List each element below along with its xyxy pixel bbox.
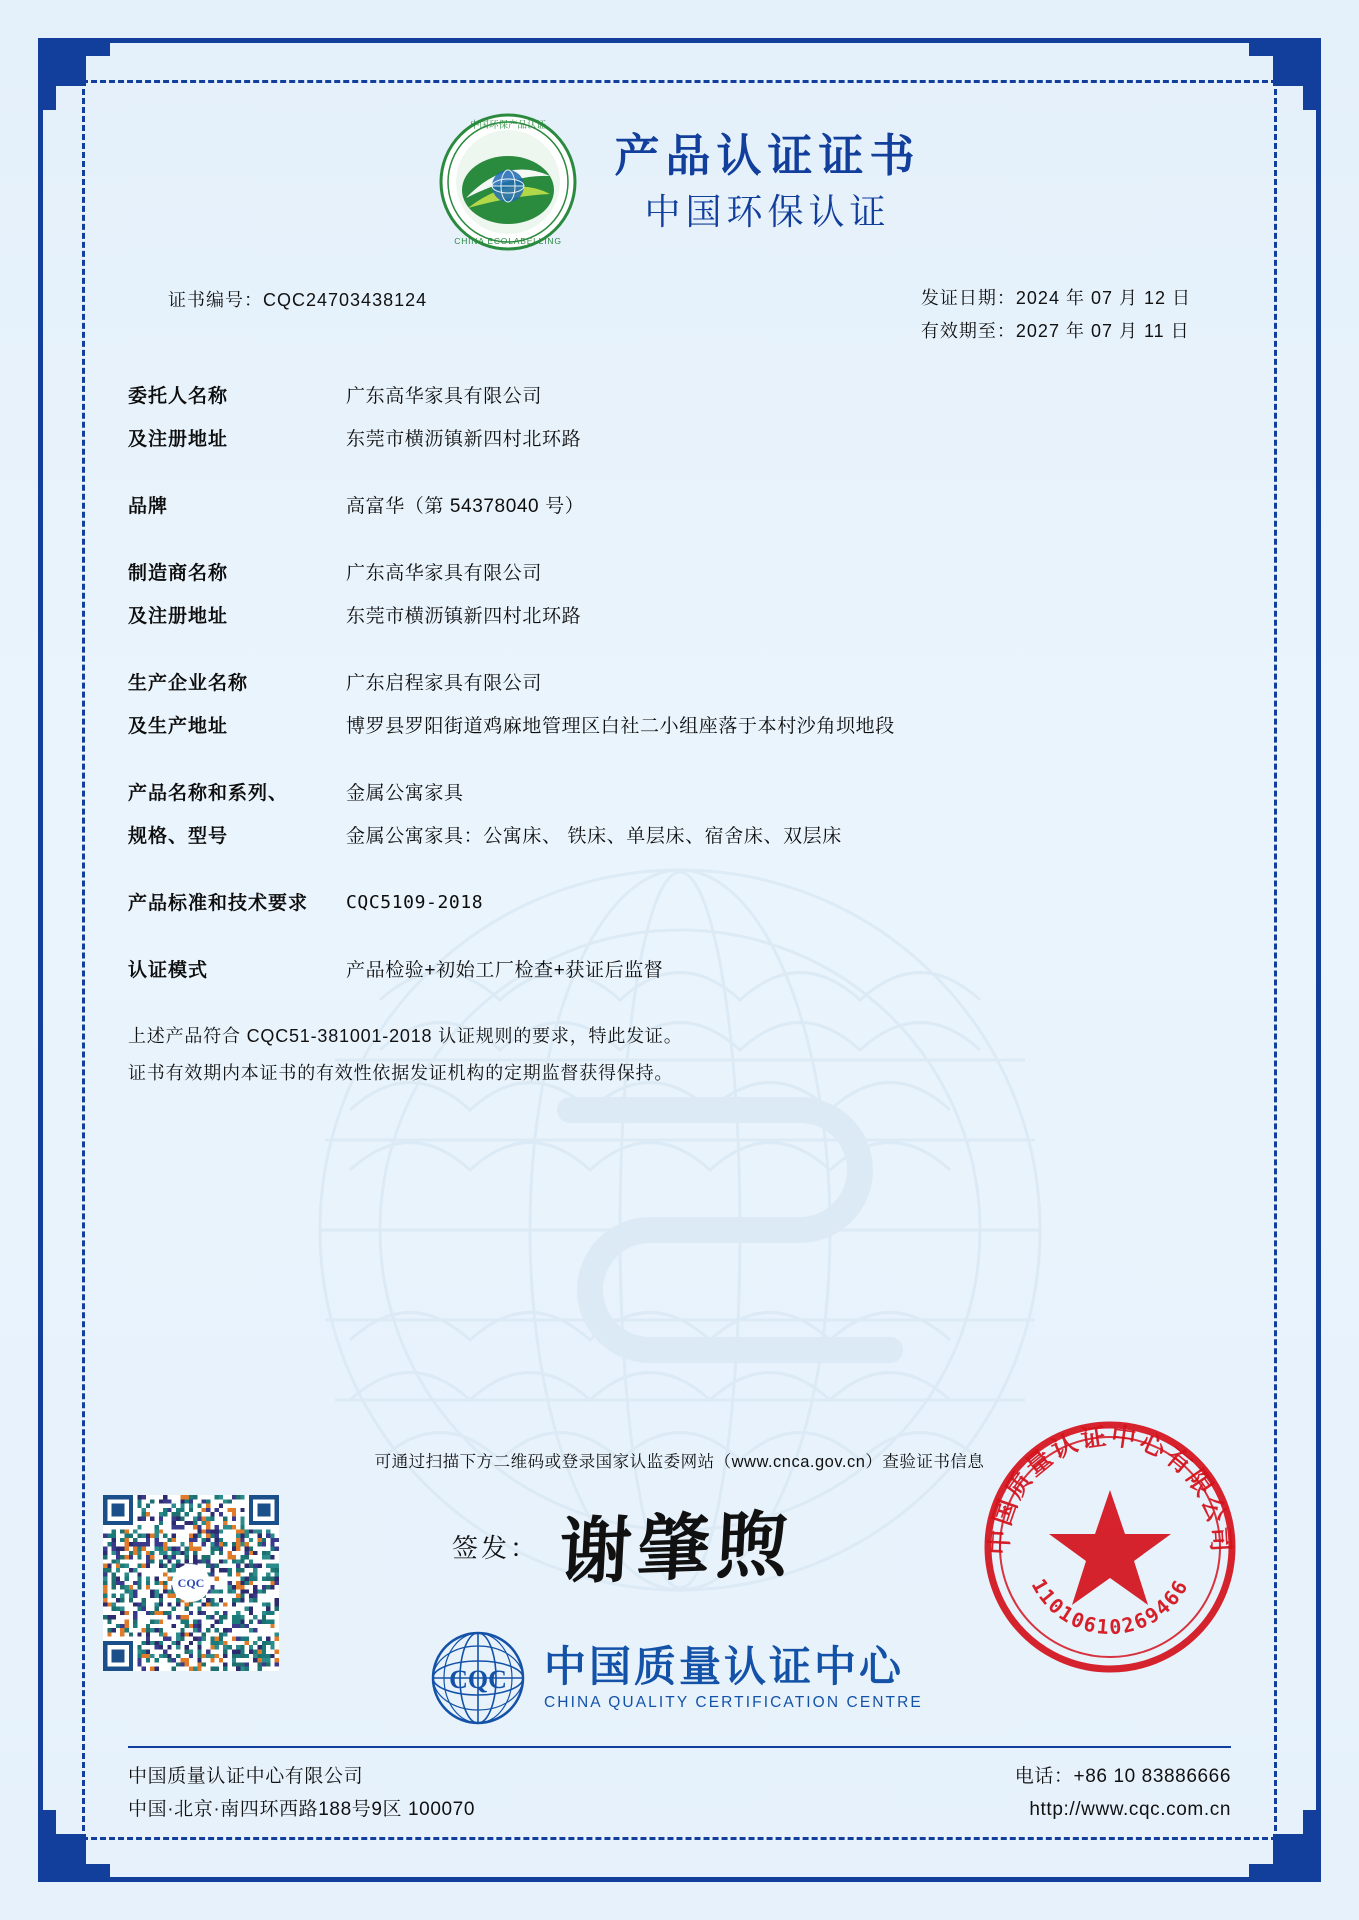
field-row-client-address — [128, 421, 1231, 458]
footer-address: 中国·北京·南四环西路188号9区 100070 — [128, 1799, 476, 1821]
certificate-number-label: 证书编号： — [168, 290, 263, 310]
cqc-name-en: CHINA QUALITY CERTIFICATION CENTRE — [544, 1694, 923, 1712]
field-label: 及注册地址 — [128, 606, 229, 628]
seal-top-text: 中国质量认证中心有限公司 — [985, 1422, 1235, 1556]
statement-line-2: 证书有效期内本证书的有效性依据发证机构的定期监督获得保持。 — [128, 1062, 674, 1083]
field-label: 及注册地址 — [128, 429, 229, 451]
page-subtitle: 中国环保认证 — [644, 190, 891, 232]
valid-until-row — [921, 315, 1191, 348]
valid-until-value: 2027 年 07 月 11 日 — [1015, 321, 1190, 342]
field-row-standard — [128, 885, 1231, 922]
field-row-manufacturer-address — [128, 598, 1231, 635]
field-value: 高富华（第 54378040 号） — [346, 496, 585, 518]
cqc-globe-icon — [430, 1630, 526, 1726]
verification-note: 可通过扫描下方二维码或登录国家认监委网站（www.cnca.gov.cn）查验证书信息 — [374, 1453, 985, 1471]
field-label: 委托人名称 — [128, 386, 229, 407]
footer-phone: 电话：+86 10 83886666 — [1014, 1766, 1231, 1787]
certificate-footer — [128, 1760, 1231, 1827]
field-label: 品牌 — [128, 496, 169, 518]
field-row-factory-address — [128, 708, 1231, 745]
field-label: 及生产地址 — [128, 716, 229, 738]
field-label: 生产企业名称 — [128, 673, 249, 695]
field-row-product-name — [128, 775, 1231, 812]
field-value: 广东启程家具有限公司 — [346, 673, 543, 695]
issue-date-row — [921, 282, 1191, 315]
seal-bottom-text: 11010610269466 — [1026, 1574, 1194, 1640]
corner-square-bottom-right — [1273, 1834, 1307, 1868]
badge-top-text: 中国环保产品认证 — [470, 120, 547, 131]
cqc-name-cn: 中国质量认证中心 — [544, 1642, 905, 1690]
footer-website[interactable]: http://www.cqc.com.cn — [1029, 1799, 1231, 1821]
field-value: 东莞市横沥镇新四村北环路 — [346, 429, 582, 451]
field-label: 制造商名称 — [128, 563, 229, 585]
page-title: 产品认证证书 — [614, 129, 921, 181]
corner-square-top-right — [1273, 52, 1307, 86]
field-row-factory-name — [128, 665, 1231, 702]
certificate-header — [0, 112, 1359, 252]
china-ecolabelling-badge-icon — [438, 112, 578, 252]
certificate-number — [168, 286, 427, 312]
field-value: 东莞市横沥镇新四村北环路 — [346, 606, 582, 628]
field-row-client-name — [128, 378, 1231, 415]
cqc-logo-text — [544, 1644, 923, 1712]
field-value: 博罗县罗阳街道鸡麻地管理区白社二小组座落于本村沙角坝地段 — [346, 716, 895, 738]
svg-text:11010610269466 — [1027, 1575, 1194, 1640]
certificate-fields — [128, 378, 1231, 996]
field-value: 广东高华家具有限公司 — [346, 563, 543, 585]
issue-date-value: 2024 年 07 月 12 日 — [1015, 288, 1191, 308]
field-row-certification-mode — [128, 952, 1231, 989]
field-value: 广东高华家具有限公司 — [346, 386, 543, 407]
valid-until-label: 有效期至： — [920, 321, 1016, 342]
statement-line-1: 上述产品符合 CQC51-381001-2018 认证规则的要求，特此发证。 — [128, 1026, 683, 1046]
field-value: 产品检验+初始工厂检查+获证后监督 — [346, 960, 664, 982]
signature-label: 签发： — [452, 1533, 540, 1563]
field-row-brand — [128, 488, 1231, 525]
title-block — [604, 128, 920, 237]
footer-left — [128, 1760, 475, 1827]
certificate-number-value: CQC24703438124 — [263, 290, 428, 310]
qr-center-logo: CQC — [172, 1564, 210, 1602]
field-value: CQC5109-2018 — [346, 892, 484, 914]
field-row-manufacturer-name — [128, 555, 1231, 592]
official-red-seal — [975, 1412, 1245, 1682]
field-label: 产品名称和系列、 — [128, 783, 289, 805]
field-label: 认证模式 — [128, 960, 209, 982]
field-label: 产品标准和技术要求 — [128, 893, 309, 915]
field-value: 金属公寓家具：公寓床、 铁床、单层床、宿舍床、双层床 — [346, 826, 842, 848]
footer-right — [1015, 1760, 1231, 1827]
svg-text:CQC: CQC — [449, 1665, 507, 1694]
corner-square-top-left — [52, 52, 86, 86]
badge-bottom-text: CHINA ECOLABELLING — [454, 236, 563, 246]
issue-date-label: 发证日期： — [920, 288, 1016, 308]
footer-divider — [128, 1746, 1231, 1748]
corner-square-bottom-left — [52, 1834, 86, 1868]
certificate-statement — [128, 1018, 1231, 1092]
field-row-product-models — [128, 818, 1231, 855]
certificate-dates — [921, 282, 1191, 349]
field-label: 规格、型号 — [128, 826, 229, 848]
qr-code[interactable] — [103, 1495, 279, 1671]
field-value: 金属公寓家具 — [346, 783, 464, 805]
footer-org: 中国质量认证中心有限公司 — [128, 1766, 364, 1787]
signature-name: 谢肇煦 — [557, 1504, 797, 1594]
cqc-logo — [430, 1630, 923, 1726]
